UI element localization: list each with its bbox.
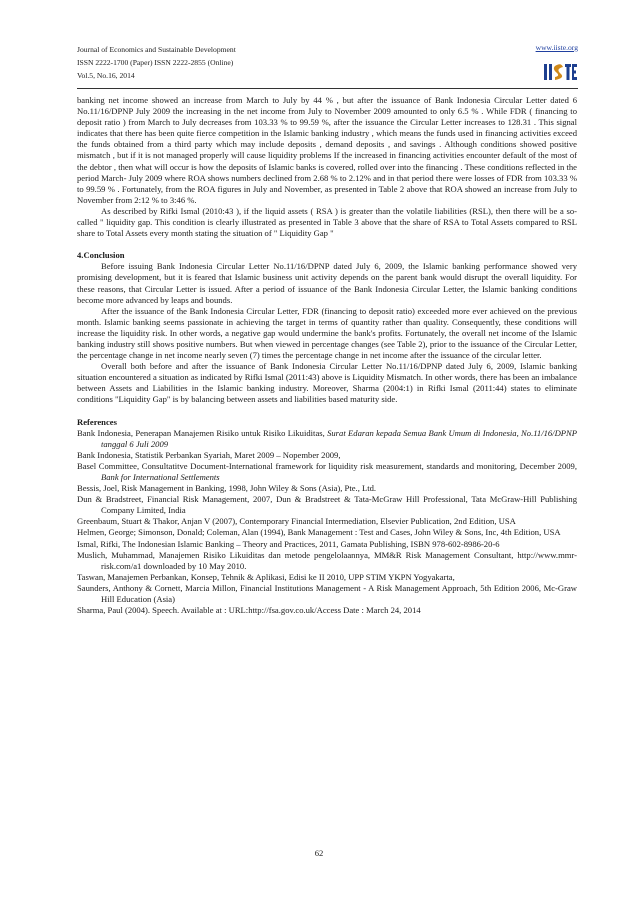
page-number: 62 <box>314 848 324 858</box>
header-divider <box>77 88 578 89</box>
conclusion-paragraph-2: After the issuance of the Bank Indonesia Circular Letter, FDR (financing to deposit ratio) exceeded more ever achieved on the previous month. Islamic banking seems passionate in achieving the target in terms of quantity rather than quality. Consequently, these conditions will increase the liquidity risk. In other words, a negative gap would undermine the bank's profits. Fortunately, the overall net income of the Islamic banking industry still shows positive numbers. But when viewed in percentage changes (see Table 2), prior to the issuance of the Circular Letter, the percentage change in net income nearly seven (7) times the percentage change in net income after the issuance of the circular letter. <box>77 305 577 361</box>
article-body <box>77 95 577 616</box>
reference-item: Greenbaum, Stuart & Thakor, Anjan V (2007), Contemporary Financial Intermediation, Elsevier Publication, 2nd Edition, USA <box>77 516 516 527</box>
reference-item: Bank Indonesia, Penerapan Manajemen Risiko untuk Risiko Likuiditas, Surat Edaran kepada Semua Bank Umum di Indonesia, No.11/16/DPNP tanggal 6 Juli 2009 <box>77 427 578 449</box>
reference-item: Saunders, Anthony & Cornett, Marcia Millon, Financial Institutions Management - A Risk Management Approach, 5th Edition 2006, Mc-Graw Hill Education (Asia) <box>77 582 577 605</box>
reference-item: Helmen, George; Simonson, Donald; Coleman, Alan (1994), Bank Management : Test and Cases, John Wiley & Sons, Inc, 4th Edition, USA <box>77 527 561 538</box>
journal-header <box>77 43 236 82</box>
reference-item: Sharma, Paul (2004). Speech. Available at : URL:http://fsa.gov.co.uk/Access Date : March 24, 2014 <box>77 605 421 616</box>
reference-item: Bank Indonesia, Statistik Perbankan Syariah, Maret 2009 – Nopember 2009, <box>77 449 341 460</box>
references-list <box>77 428 577 617</box>
reference-item: Dun & Bradstreet, Financial Risk Management, 2007, Dun & Bradstreet & Tata-McGraw Hill Professional, Tata McGraw-Hill Publishing Company Limited, India <box>77 494 577 516</box>
journal-issn: ISSN 2222-1700 (Paper) ISSN 2222-2855 (Online) <box>77 58 234 67</box>
journal-title: Journal of Economics and Sustainable Development <box>77 45 236 54</box>
references-heading: References <box>77 416 117 427</box>
conclusion-paragraph-1: Before issuing Bank Indonesia Circular Letter No.11/16/DPNP dated July 6, 2009, the Islamic banking performance showed very promising development, but it is feared that Islamic business unit activity depends on the parent bank would disrupt the overall liquidity. For these reasons, that Circular Letter is issued. After a period of issuance of the Bank Indonesia Circular Letter, the Islamic banking conditions become more advanced by leaps and bounds. <box>77 261 577 305</box>
iiste-logo-icon <box>542 61 578 83</box>
reference-item: Muslich, Muhammad, Manajemen Risiko Likuiditas dan metode pengelolaannya, MM&R Risk Management Consultant, http://www.mmr-risk.com/a1 downloaded by 10 May 2010. <box>77 549 577 571</box>
body-paragraph-1: banking net income showed an increase from March to July by 44 % , but after the issuance of Bank Indonesia Circular Letter dated 6 No.11/16/DPNP July 2009 the increasing in the net income from July to November 2009 amounted to only 6.5 % . While FDR ( financing to deposit ratio ) from March to July decreases from 103.33 % to 99.59 %, after the issuance the Circular Letter increases to 128.31 . This signal indicates that there has been quite fierce competition in the Islamic banking industry , which means the funds used in financing activities exceed the funds obtained from a third party which may include deposits , demand deposits , and savings . Although conditions showed positive mismatch , but if it is not managed properly will cause liquidity problems If the increased in financing activities encounter default of the most of the debtor , then what will occur is how the deposits of Islamic banks is covered, rolled over into the financing . These conditions reflected in the period March- July 2009 where ROA shows numbers declined from 2.68 % to 2.12% and in that period there were losses of FDR from 103.33 % to 99.59 % . Fortunately, from the ROA figures in July and November, as presented in Table 2 above that ROA showed an increase from July to November from 2:12 % to 3:46 %. <box>77 95 577 205</box>
body-paragraph-2: As described by Rifki Ismal (2010:43 ), if the liquid assets ( RSA ) is greater than the volatile liabilities (RSL), then there will be a so-called " liquidity gap. This condition is clearly illustrated as presented in Table 3 above that the share of RSA to Total Assets compared to RSL share to Total Assets every month stating the situation of " Liquidity Gap " <box>77 205 577 239</box>
journal-url-link[interactable]: www.iiste.org <box>535 43 578 52</box>
reference-item: Taswan, Manajemen Perbankan, Konsep, Tehnik & Aplikasi, Edisi ke II 2010, UPP STIM YKPN Yogyakarta, <box>77 571 455 582</box>
conclusion-paragraph-3: Overall both before and after the issuance of Bank Indonesia Circular Letter No.11/16/DPNP dated July 6, 2009, Islamic banking situation encountered a situation as indicated by Rifki Ismal (2011:43) above is Liquidity Mismatch. In other words, there has been an imbalance between Assets and Liabilities in the Islamic banking industry. Moreover, Sharma (2004:1) in Rifki Ismal (2011:44) states to eliminate conditions "Liquidity Gap" is by balancing between assets and liabilities based maturity side. <box>77 361 577 405</box>
conclusion-heading: 4.Conclusion <box>77 250 125 261</box>
reference-item: Ismal, Rifki, The Indonesian Islamic Banking – Theory and Practices, 2011, Gamata Publishing, ISBN 978-602-8986-20-6 <box>77 538 500 549</box>
reference-item: Bessis, Joel, Risk Management in Banking, 1998, John Wiley & Sons (Asia), Pte., Ltd. <box>77 483 377 494</box>
reference-item: Basel Committee, Consultatitve Document-International framework for liquidity risk measurement, standards and monitoring, December 2009, Bank for International Settlements <box>77 460 577 482</box>
journal-volume: Vol.5, No.16, 2014 <box>77 71 135 80</box>
